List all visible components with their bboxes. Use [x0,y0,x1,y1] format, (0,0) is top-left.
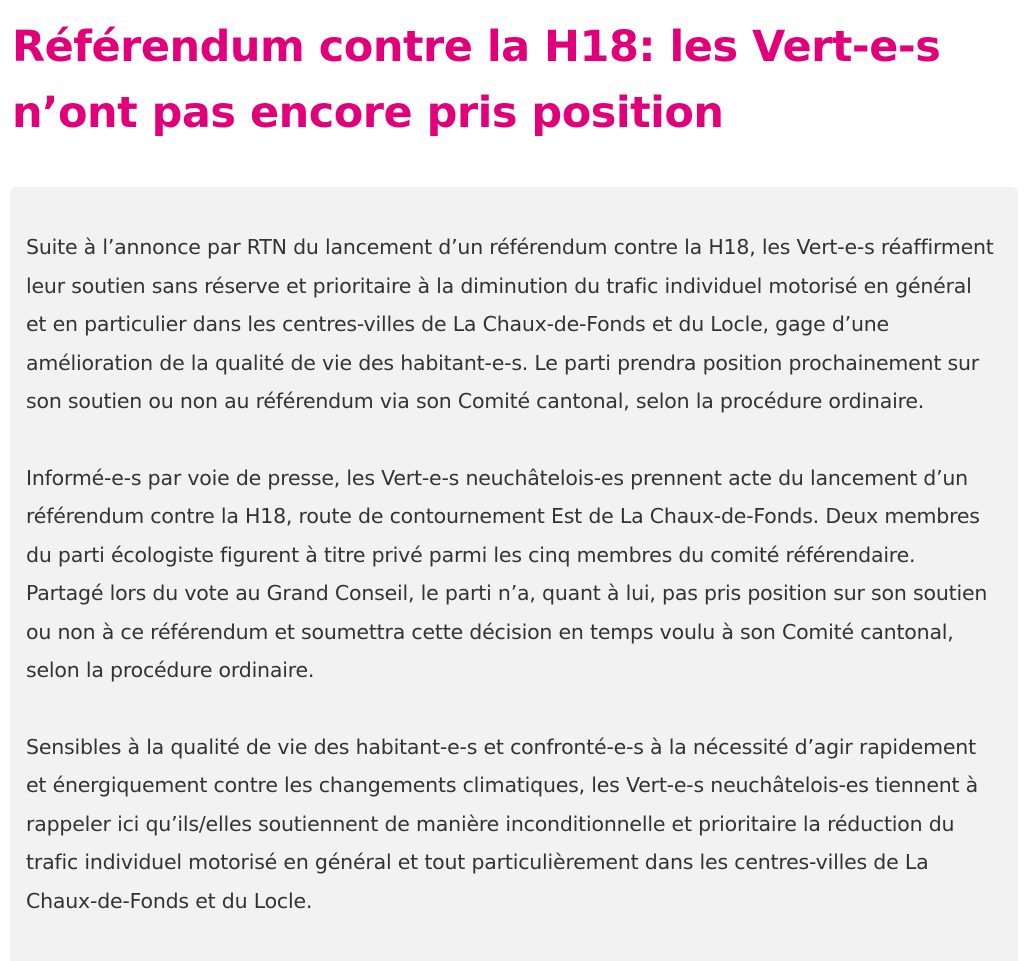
article-title: Référendum contre la H18: les Vert-e-s n’ont pas encore pris position [12,22,941,138]
article-paragraph-2: Informé-e-s par voie de presse, les Vert-e-s neuchâtelois-es prennent acte du lancement d’un référendum contre la H18, route de contournement Est de La Chaux-de-Fonds. Deux membres du parti écologiste figurent à titre privé parmi les cinq membres du comité référendaire. Partagé lors du vote au Grand Conseil, le parti n’a, quant à lui, pas pris position sur son soutien ou non à ce référendum et soumettra cette décision en temps voulu à son Comité cantonal, selon la procédure ordinaire. [26,465,988,682]
article-paragraph-3: Sensibles à la qualité de vie des habitant-e-s et confronté-e-s à la nécessité d’agir rapidement et énergiquement contre les changements climatiques, les Vert-e-s neuchâtelois-es tiennent à rappeler ici qu’ils/elles soutiennent de manière inconditionnelle et prioritaire la réduction du trafic individuel motorisé en général et tout particulièrement dans les centres-villes de La Chaux-de-Fonds et du Locle. [26,734,979,913]
article-paragraph-1: Suite à l’annonce par RTN du lancement d’un référendum contre la H18, les Vert-e-s réaffirment leur soutien sans réserve et prioritaire à la diminution du trafic individuel motorisé en général et en particulier dans les centres-villes de La Chaux-de-Fonds et du Locle, gage d’une amélioration de la qualité de vie des habitant-e-s. Le parti prendra position prochainement sur son soutien ou non au référendum via son Comité cantonal, selon la procédure ordinaire. [26,235,994,413]
article-body-box [10,187,1018,961]
